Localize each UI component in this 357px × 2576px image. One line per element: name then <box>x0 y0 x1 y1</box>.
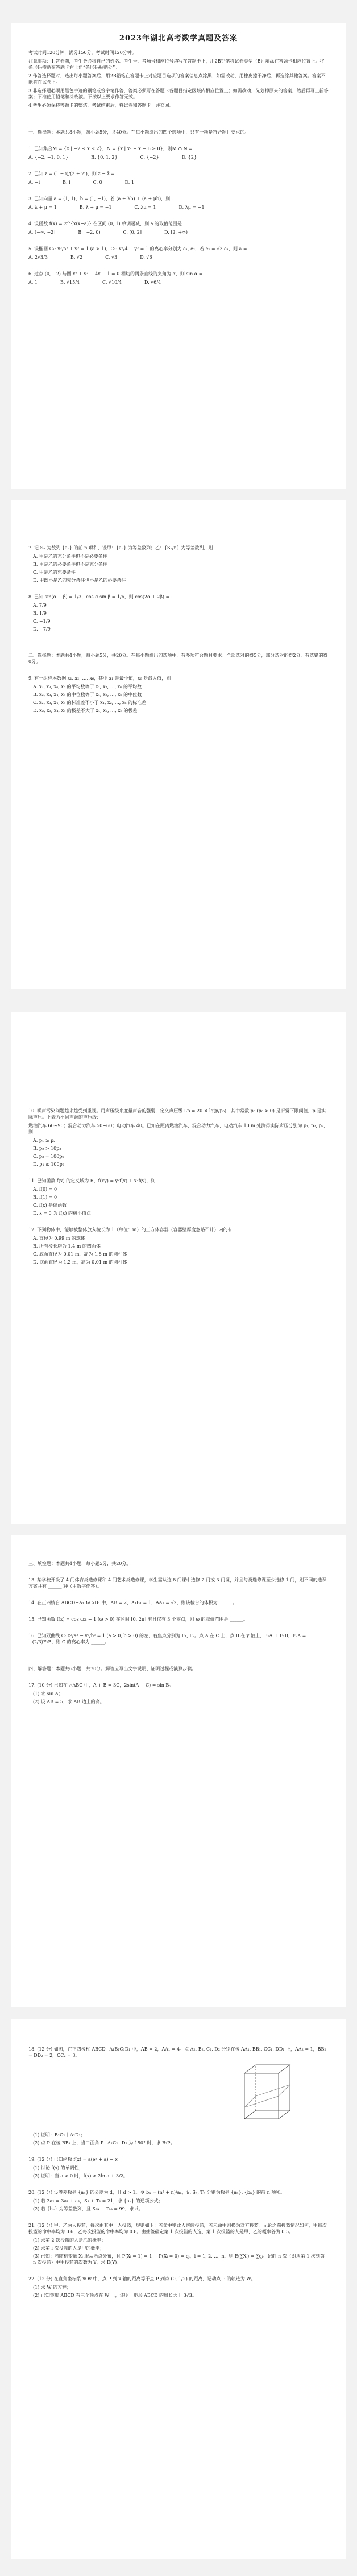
option: A. 2√3/3 <box>28 255 48 260</box>
option: D. p₁ ≤ 100p₂ <box>33 1162 64 1167</box>
question-20: 20. (12 分) 设等差数列 {aₙ} 的公差为 d，且 d > 1。令 bₙ = (n² + n)/aₙ，记 Sₙ, Tₙ 分别为数列 {aₙ}, {bₙ} 的前 n 项和。 <box>28 2190 285 2195</box>
option: B. 1/9 <box>33 611 47 616</box>
option: B. 甲是乙的必要条件但不是充分条件 <box>33 562 107 567</box>
page-2 <box>11 500 346 989</box>
page-3 <box>11 1012 346 1524</box>
option: A. λ + μ = 1 <box>28 205 57 210</box>
option: A. −i <box>28 180 40 185</box>
question-2: 2. 已知 z = (1 − i)/(2 + 2i)，则 z − z̄ = <box>28 171 115 176</box>
option: A. 1 <box>28 280 38 285</box>
instruction-line: 4.考生必须保持答题卡的整洁。考试结束后，将试卷和答题卡一并交回。 <box>28 103 174 108</box>
option: B. p₂ > 10p₃ <box>33 1146 61 1151</box>
options-row <box>28 229 329 235</box>
option: D. {2} <box>181 155 197 160</box>
question-12: 12. 下列物体中，能够被整体放入棱长为 1（单位：m）的正方体容器（容器壁厚度忽略不计）内的有 <box>28 1227 233 1232</box>
question-21: 21. (12 分) 甲、乙两人投篮，每次由其中一人投篮，规则如下：若命中则此人继续投篮，若未命中则换为对方投篮。无论之前投篮情况如何，甲每次投篮的命中率均为 0.6，乙每次投篮的命中率均为 0.8。由抽签确定第 1 次投篮的人选，第 1 次投篮的人是甲、乙的概率各为 0.5。 <box>28 2223 327 2234</box>
option: A. 直径为 0.99 m 的球体 <box>33 1236 85 1241</box>
sub-question: (2) 设 AB = 5，求 AB 边上的高。 <box>33 1699 105 1704</box>
option: C. p₃ = 100p₀ <box>33 1154 64 1159</box>
question-10-table: 燃油汽车 60~90；混合动力汽车 50~60；电动汽车 40。已知在距离燃油汽车、混合动力汽车、电动汽车 10 m 处测得实际声压分别为 p₁, p₂, p₃，则 <box>28 1123 329 1134</box>
question-17: 17. (10 分) 已知在 △ABC 中，A + B = 3C，2sin(A − C) = sin B。 <box>28 1683 174 1688</box>
question-13: 13. 某学校开设了 4 门体育类选修课和 4 门艺术类选修课，学生需从这 8 门课中选修 2 门或 3 门课，并且每类选修课至少选修 1 门，则不同的选课方案共有 ______ 种（用数字作答）。 <box>28 1577 327 1589</box>
option: C. x₂, x₃, x₄, x₅ 的标准差不小于 x₁, x₂, …, x₆ 的标准差 <box>33 700 147 705</box>
option: A. p₁ ≥ p₂ <box>33 1138 56 1143</box>
option: C. (0, 2] <box>123 230 142 235</box>
option: D. [2, +∞) <box>164 230 188 235</box>
page-4 <box>11 1535 346 2007</box>
section-heading: 三、填空题：本题共4小题，每小题5分，共20分。 <box>28 1561 131 1566</box>
sub-question: (2) 若 {bₙ} 为等差数列，且 S₉₉ − T₉₉ = 99，求 d。 <box>33 2206 143 2211</box>
option: D. 底面直径为 1.2 m，高为 0.01 m 的圆柱体 <box>33 1260 127 1265</box>
sub-question: (1) 证明：B₂C₂ ∥ A₂D₂； <box>33 2132 85 2138</box>
option: A. x₂, x₃, x₄, x₅ 的平均数等于 x₁, x₂, …, x₆ 的平均数 <box>33 684 142 689</box>
section-heading: 四、解答题：本题共6小题，共70分。解答应写出文字说明、证明过程或演算步骤。 <box>28 1666 197 1671</box>
option: D. −7/9 <box>33 627 51 632</box>
options-row <box>28 179 329 185</box>
question-16: 16. 已知双曲线 C: x²/a² − y²/b² = 1 (a > 0, b > 0) 的左、右焦点分别为 F₁, F₂。点 A 在 C 上，点 B 在 y 轴上，F₁A ⊥ F₁B，F₂A = −(2/3)F₂B，则 C 的离心率为 ______。 <box>28 1633 306 1645</box>
option: A. (−∞, −2] <box>28 230 56 235</box>
question-22: 22. (12 分) 在直角坐标系 xOy 中，点 P 到 x 轴的距离等于点 P 到点 (0, 1/2) 的距离，记动点 P 的轨迹为 W。 <box>28 2276 256 2281</box>
question-8: 8. 已知 sin(α − β) = 1/3，cos α sin β = 1/6，则 cos(2α + 2β) = <box>28 594 170 599</box>
question-10: 10. 噪声污染问题越来越受到重视。用声压级来度量声音的强弱，定义声压级 Lp = 20 × lg(p/p₀)，其中常数 p₀ (p₀ > 0) 是听觉下限阈值，p 是实际声压。下表为不同声源的声压级： <box>28 1108 326 1120</box>
option: B. √2 <box>70 255 83 260</box>
option: A. 7/9 <box>33 603 47 608</box>
question-6: 6. 过点 (0, −2) 与圆 x² + y² − 4x − 1 = 0 相切的两条直线的夹角为 α，则 sin α = <box>28 271 203 276</box>
question-4: 4. 设函数 f(x) = 2^{x(x−a)} 在区间 (0, 1) 单调递减，则 a 的取值范围是 <box>28 221 182 226</box>
option: C. √3 <box>105 255 118 260</box>
option: C. −1/9 <box>33 619 51 624</box>
sub-question: (1) 求 W 的方程； <box>33 2285 72 2290</box>
option: A. f(0) = 0 <box>33 1187 57 1192</box>
option: C. 甲是乙的充要条件 <box>33 570 76 575</box>
sub-question: (3) 已知：若随机变量 Xᵢ 服从两点分布，且 P(Xᵢ = 1) = 1 − P(Xᵢ = 0) = qᵢ，i = 1, 2, …, n，则 E(∑Xᵢ) = ∑qᵢ。记前 n 次（即从第 1 次到第 n 次投篮）中甲投篮的次数为 Y，求 E(Y)。 <box>33 2254 325 2265</box>
option: D. λμ = −1 <box>178 205 205 210</box>
option: C. 0 <box>93 180 102 185</box>
question-3: 3. 已知向量 a = (1, 1)，b = (1, −1)，若 (a + λb) ⊥ (a + μb)，则 <box>28 196 171 201</box>
section-heading: 一、选择题：本题共8小题，每小题5分，共40分。在每小题给出的四个选项中，只有一项是符合题目要求的。 <box>28 130 250 135</box>
instruction-line: 注意事项：1.答卷前，考生务必将自己的姓名、考生号、考场号和座位号填写在答题卡上，用2B铅笔将试卷类型（B）填涂在答题卡相应位置上。将条形码横贴在答题卡右上角“条形码粘贴处”。 <box>28 59 325 70</box>
option: B. x₂, x₃, x₄, x₅ 的中位数等于 x₁, x₂, …, x₆ 的中位数 <box>33 692 142 697</box>
instruction-line: 2.作答选择题时，选出每小题答案后，用2B铅笔在答题卡上对应题目选项的答案信息点涂黑；如需改动，用橡皮擦干净后，再选涂其他答案。答案不能答在试卷上。 <box>28 73 326 85</box>
option: A. {−2, −1, 0, 1} <box>28 155 69 160</box>
option: B. {0, 1, 2} <box>91 155 118 160</box>
option: D. √6 <box>140 255 152 260</box>
option: C. {−2} <box>140 155 159 160</box>
question-7: 7. 记 Sₙ 为数列 {aₙ} 的前 n 项和，设甲：{aₙ} 为等差数列；乙：{Sₙ/n} 为等差数列，则 <box>28 545 213 550</box>
sub-question: (1) 讨论 f(x) 的单调性； <box>33 2165 84 2171</box>
question-14: 14. 在正四棱台 ABCD−A₁B₁C₁D₁ 中，AB = 2，A₁B₁ = 1，AA₁ = √2，则该棱台的体积为 ______。 <box>28 1600 238 1605</box>
sub-question: (2) 求第 i 次投篮的人是甲的概率； <box>33 2246 105 2251</box>
question-18: 18. (12 分) 如图，在正四棱柱 ABCD−A₁B₁C₁D₁ 中，AB = 2，AA₁ = 4。点 A₂, B₂, C₂, D₂ 分别在棱 AA₁, BB₁, CC₁, DD₁ 上，AA₂ = 1，BB₂ = DD₂ = 2，CC₂ = 3。 <box>28 2047 326 2058</box>
option: D. x₂, x₃, x₄, x₅ 的极差不大于 x₁, x₂, …, x₆ 的极差 <box>33 708 138 713</box>
sub-question: (1) 若 3a₂ = 3a₁ + a₃，S₃ + T₃ = 21，求 {aₙ} 的通项公式； <box>33 2198 163 2204</box>
sub-question: (1) 求第 2 次投篮的人是乙的概率； <box>33 2238 106 2243</box>
sub-question: (1) 求 sin A； <box>33 1691 63 1696</box>
instruction-line: 3.非选择题必须用黑色字迹的钢笔或签字笔作答，答案必须写在答题卡各题目指定区域内相应位置上；如需改动，先划掉原来的答案，然后再写上新答案；不准使用铅笔和涂改液。不按以上要求作答无效。 <box>28 88 329 100</box>
prism-figure <box>233 2062 301 2130</box>
option: D. √6/4 <box>144 280 161 285</box>
option: D. 1 <box>124 180 134 185</box>
options-row <box>28 204 329 210</box>
option: D. x = 0 为 f(x) 的极小值点 <box>33 1211 91 1216</box>
option: B. 所有棱长均为 1.4 m 的四面体 <box>33 1244 101 1249</box>
options-row <box>28 154 329 160</box>
option: B. λ + μ = −1 <box>79 205 112 210</box>
option: A. 甲是乙的充分条件但不是必要条件 <box>33 554 107 559</box>
section-heading: 二、选择题：本题共4小题，每小题5分，共20分。在每小题给出的选项中，有多项符合题目要求。全部选对的得5分，部分选对的得2分，有选错的得0分。 <box>28 653 328 664</box>
option: C. 底面直径为 0.01 m，高为 1.8 m 的圆柱体 <box>33 1252 127 1257</box>
option: C. √10/4 <box>102 280 122 285</box>
option: B. √15/4 <box>60 280 80 285</box>
option: B. i <box>63 180 70 185</box>
option: C. λμ = 1 <box>134 205 156 210</box>
question-19: 19. (12 分) 已知函数 f(x) = a(eˣ + a) − x。 <box>28 2157 122 2162</box>
option: B. [−2, 0) <box>78 230 101 235</box>
options-row <box>28 279 329 285</box>
instruction-line: 考试时间120分钟，满分150分，考试时间120分钟。 <box>28 50 136 55</box>
option: C. f(x) 是偶函数 <box>33 1203 67 1208</box>
page-5 <box>11 2019 346 2559</box>
sub-question: (2) 已知矩形 ABCD 有三个顶点在 W 上，证明：矩形 ABCD 的周长大于 3√3。 <box>33 2293 197 2298</box>
options-row <box>28 254 329 260</box>
question-1: 1. 已知集合M = {x | −2 ≤ x ≤ 2}，N = {x | x² − x − 6 ≥ 0}，则M ∩ N = <box>28 146 193 151</box>
sub-question: (2) 点 P 在棱 BB₁ 上，当二面角 P−A₂C₂−D₂ 为 150° 时，求 B₂P。 <box>33 2140 175 2146</box>
question-5: 5. 设椭圆 C₁: x²/a² + y² = 1 (a > 1)，C₂: x²/4 + y² = 1 的离心率分别为 e₁, e₂，若 e₂ = √3 e₁，则 a = <box>28 246 247 251</box>
option: B. f(1) = 0 <box>33 1195 57 1200</box>
question-9: 9. 有一组样本数据 x₁, x₂, …, x₆，其中 x₁ 是最小值，x₆ 是最大值，则 <box>28 676 171 681</box>
sub-question: (2) 证明：当 a > 0 时，f(x) > 2ln a + 3/2。 <box>33 2173 128 2179</box>
page-1 <box>11 23 346 489</box>
option: D. 甲既不是乙的充分条件也不是乙的必要条件 <box>33 578 126 583</box>
document-title: 2023年湖北高考数学真题及答案 <box>119 34 238 43</box>
question-15: 15. 已知函数 f(x) = cos ωx − 1 (ω > 0) 在区间 [0, 2π] 有且仅有 3 个零点，则 ω 的取值范围是 ______。 <box>28 1617 248 1622</box>
question-11: 11. 已知函数 f(x) 的定义域为 R，f(xy) = y²f(x) + x²f(y)，则 <box>28 1178 156 1183</box>
